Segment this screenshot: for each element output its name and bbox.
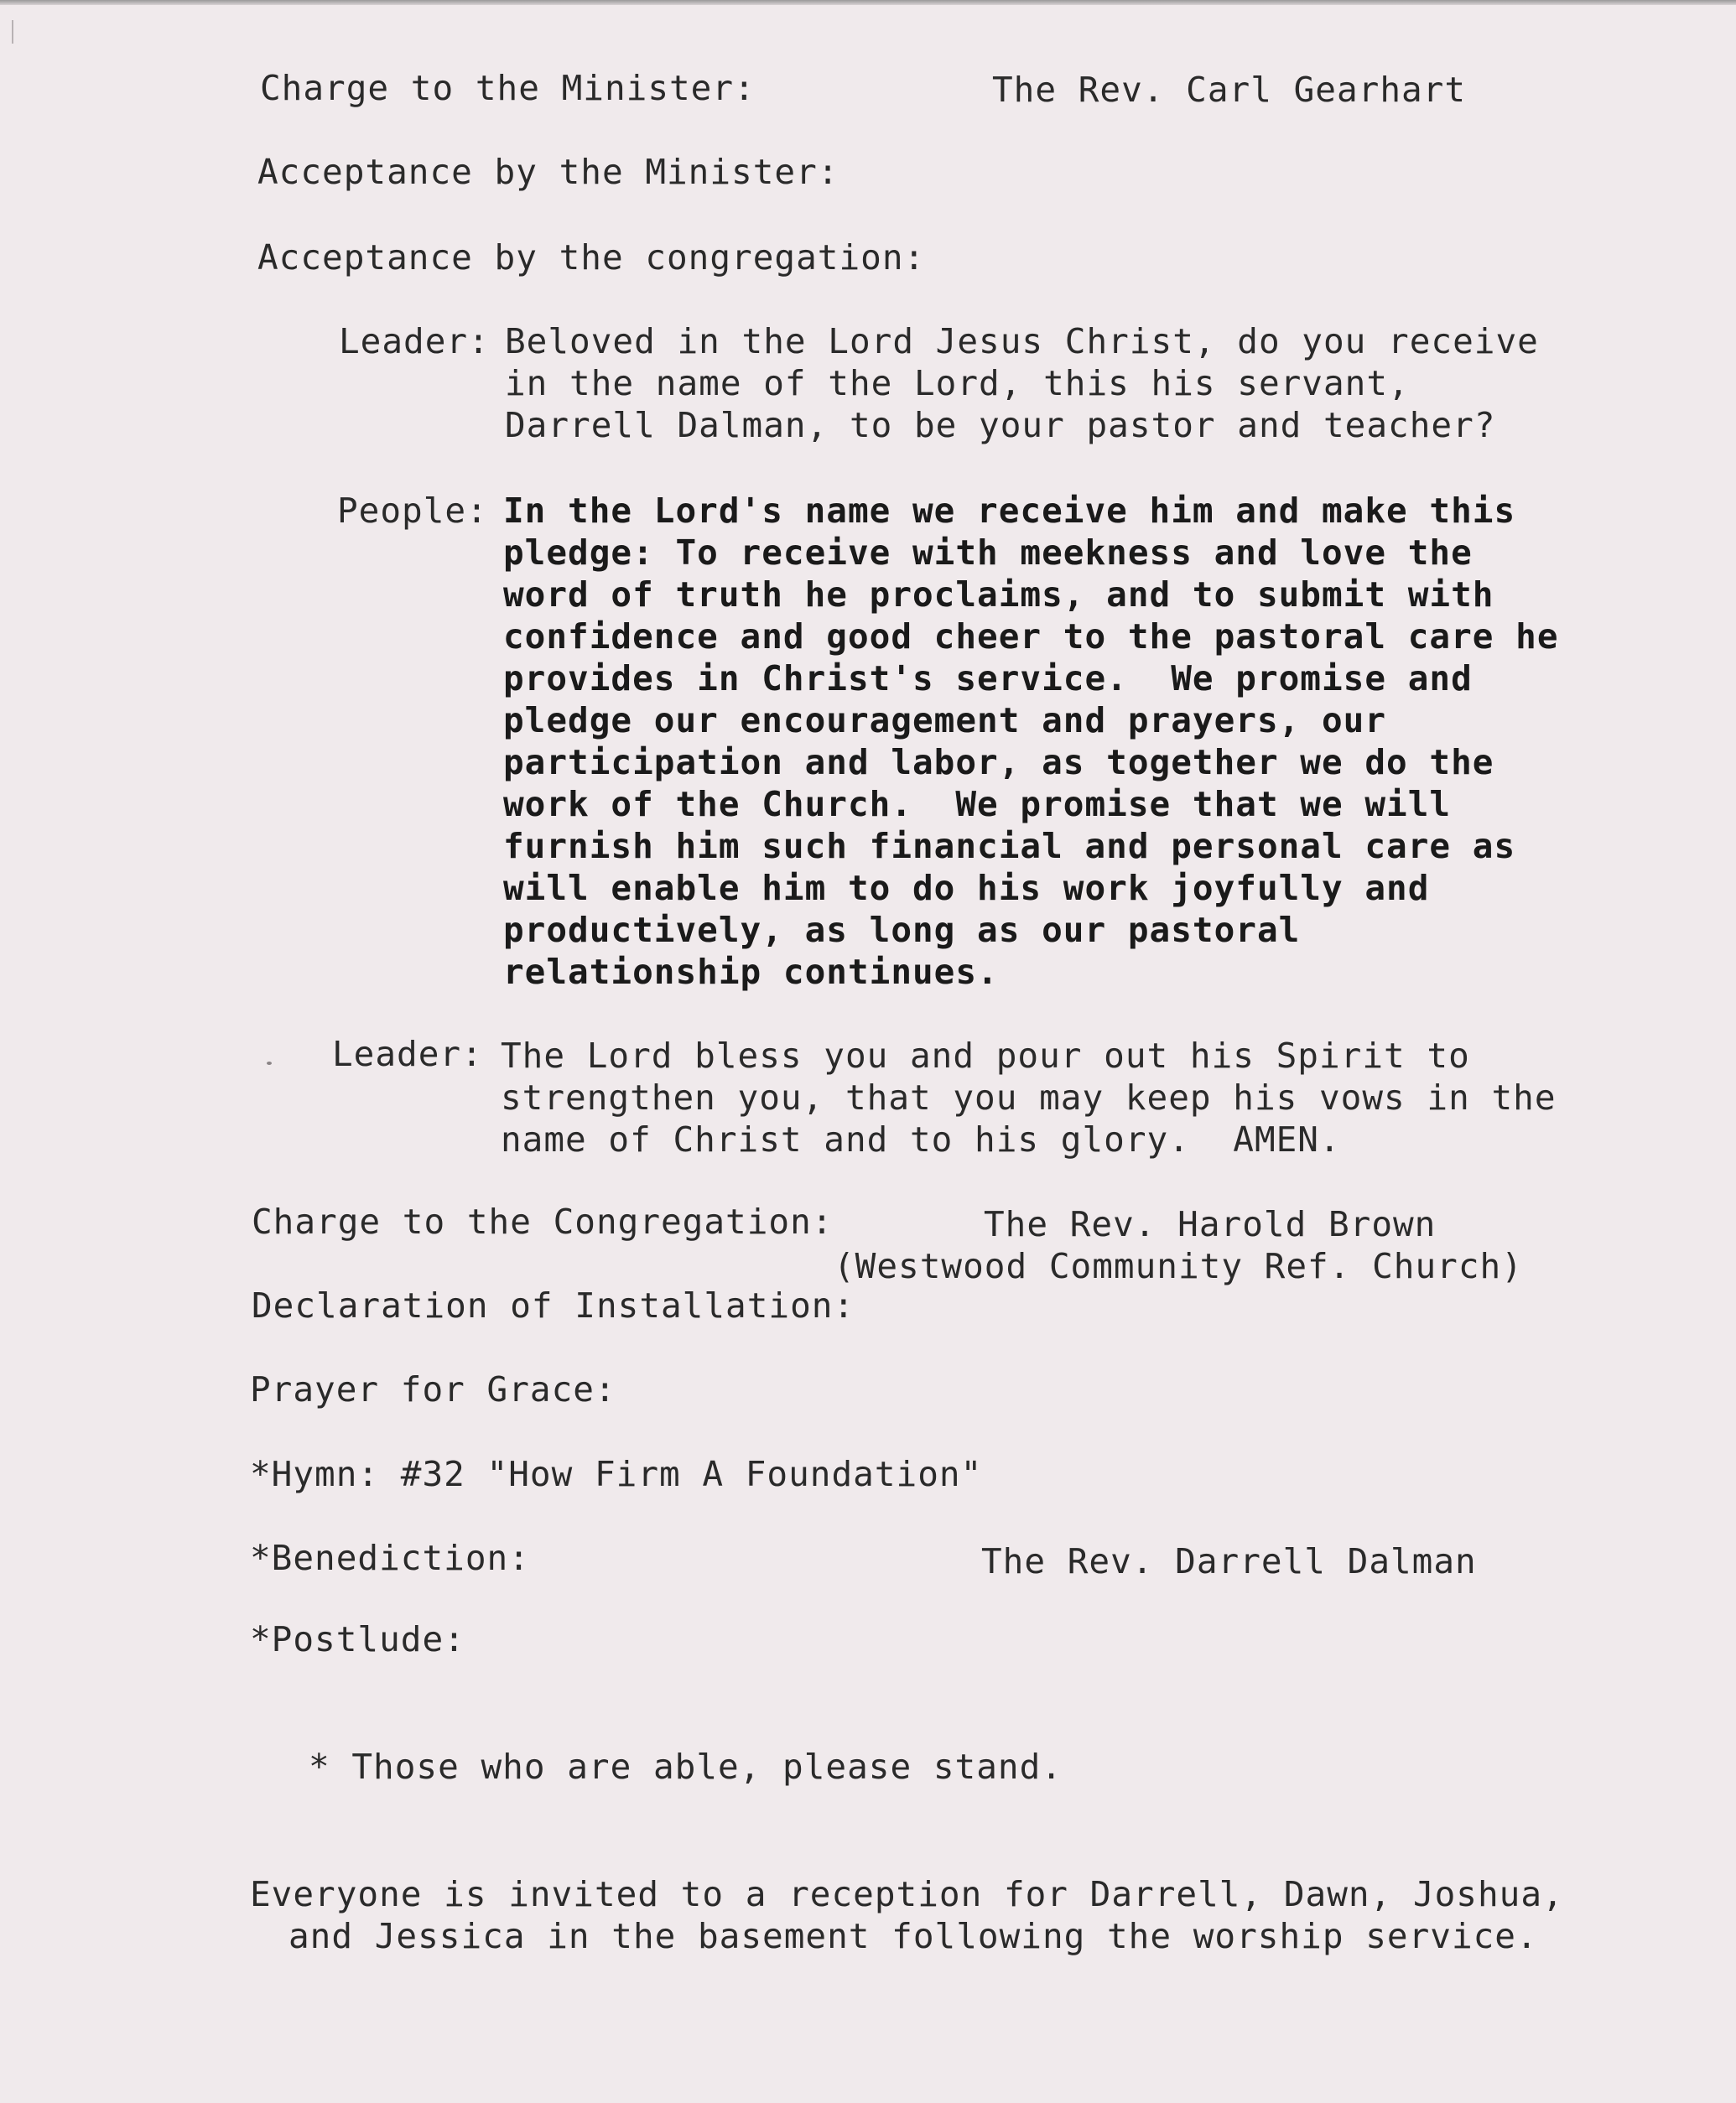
declaration-label: Declaration of Installation:: [252, 1285, 855, 1326]
leader-1-line: Beloved in the Lord Jesus Christ, do you receive: [505, 321, 1539, 361]
leader-2-role: Leader:: [332, 1034, 483, 1074]
leader-1-line: in the name of the Lord, this his servant,: [505, 363, 1410, 403]
charge-congregation-affiliation: (Westwood Community Ref. Church): [834, 1246, 1523, 1286]
scan-edge-line: [0, 0, 1736, 5]
people-line: productively, as long as our pastoral: [503, 910, 1301, 950]
standing-footnote: * Those who are able, please stand.: [309, 1747, 1063, 1787]
people-line: pledge: To receive with meekness and love the: [503, 532, 1473, 573]
people-line: participation and labor, as together we do the: [503, 742, 1494, 782]
people-line: work of the Church. We promise that we will: [503, 784, 1452, 824]
ink-speck: [267, 1062, 272, 1065]
people-line: pledge our encouragement and prayers, our: [503, 700, 1387, 740]
people-line: furnish him such financial and personal care as: [503, 826, 1516, 866]
acceptance-minister-label: Acceptance by the Minister:: [257, 152, 839, 192]
leader-1-line: Darrell Dalman, to be your pastor and teacher?: [505, 405, 1496, 445]
leader-2-line: strengthen you, that you may keep his vows in the: [501, 1077, 1557, 1118]
acceptance-congregation-label: Acceptance by the congregation:: [257, 237, 926, 278]
hymn-label: *Hymn: #32 "How Firm A Foundation": [250, 1454, 983, 1494]
leader-1-role: Leader:: [339, 321, 490, 361]
people-line: confidence and good cheer to the pastoral care he: [503, 616, 1559, 657]
people-line: word of truth he proclaims, and to submit with: [503, 574, 1494, 615]
leader-1-text: [505, 320, 1539, 446]
people-role: People:: [337, 491, 488, 531]
charge-minister-label: Charge to the Minister:: [260, 68, 756, 108]
benediction-person: The Rev. Darrell Dalman: [981, 1541, 1477, 1581]
invitation-line: Everyone is invited to a reception for Darrell, Dawn, Joshua,: [250, 1874, 1564, 1914]
benediction-label: *Benediction:: [250, 1538, 530, 1578]
charge-minister-person: The Rev. Carl Gearhart: [992, 70, 1467, 110]
postlude-label: *Postlude:: [250, 1619, 465, 1659]
leader-2-line: The Lord bless you and pour out his Spirit to: [501, 1036, 1470, 1076]
people-line: In the Lord's name we receive him and make this: [503, 491, 1516, 531]
leader-2-text: [501, 1035, 1557, 1161]
people-line: relationship continues.: [503, 952, 999, 992]
charge-congregation-person: The Rev. Harold Brown: [984, 1204, 1437, 1244]
people-line: will enable him to do his work joyfully and: [503, 868, 1430, 908]
charge-congregation-label: Charge to the Congregation:: [252, 1202, 834, 1242]
people-response-text: [503, 490, 1559, 993]
invitation-line: and Jessica in the basement following the worship service.: [288, 1916, 1538, 1956]
prayer-label: Prayer for Grace:: [250, 1369, 616, 1410]
leader-2-line: name of Christ and to his glory. AMEN.: [501, 1119, 1341, 1160]
people-line: provides in Christ's service. We promise and: [503, 658, 1473, 698]
scan-margin-mark: [12, 20, 13, 44]
